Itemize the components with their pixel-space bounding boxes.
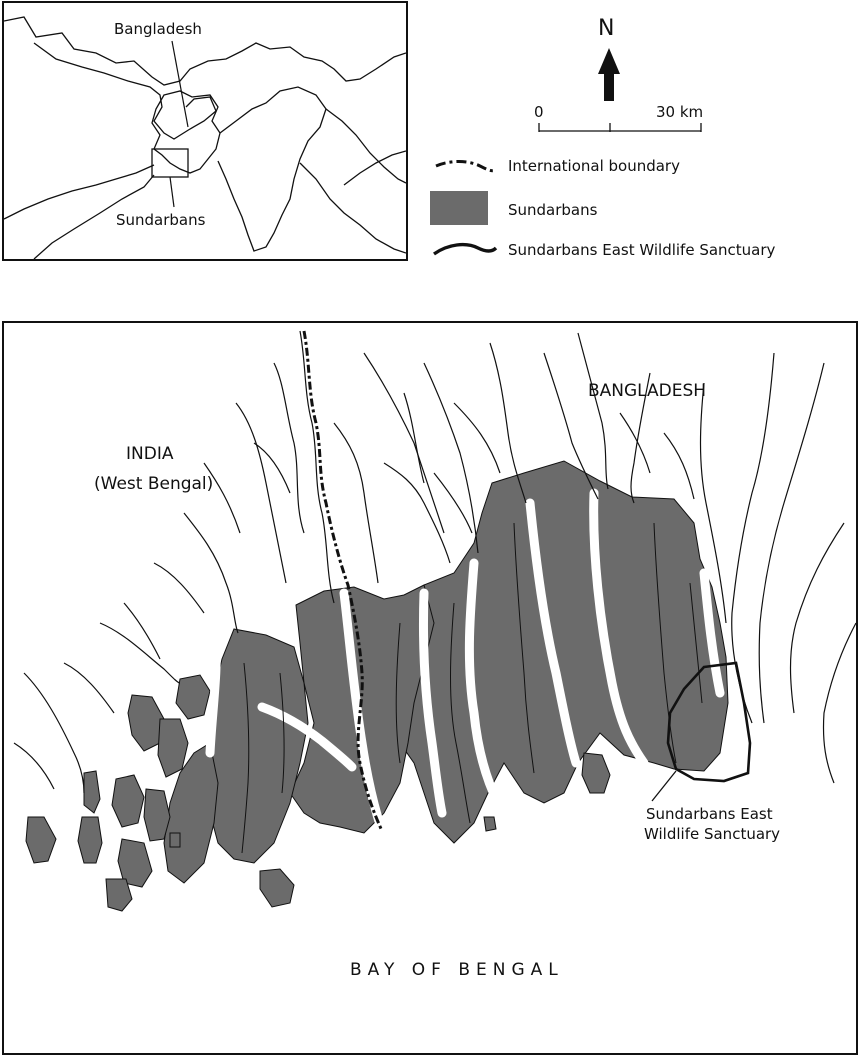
- forest-island-9: [78, 817, 102, 863]
- north-arrow: [598, 16, 620, 101]
- river-channel-7: [210, 633, 216, 753]
- forest-island-11: [260, 869, 294, 907]
- river-8: [424, 363, 478, 553]
- river-16: [791, 523, 845, 713]
- river-23: [64, 663, 114, 713]
- forest-island-4: [112, 775, 144, 827]
- legend-item-boundary: [436, 157, 680, 175]
- legend-sanctuary-symbol: [434, 245, 496, 254]
- river-4: [184, 513, 238, 633]
- legend-sundarbans-label: Sundarbans: [508, 201, 598, 219]
- river-28: [454, 403, 500, 473]
- river-26: [620, 413, 650, 473]
- north-arrow-icon: [598, 48, 620, 101]
- river-29: [404, 393, 424, 483]
- inset-outline-east: [218, 87, 326, 251]
- label-bay-of-bengal: BAY OF BENGAL: [350, 960, 564, 980]
- scale-bar: [534, 103, 703, 132]
- river-27: [664, 433, 694, 499]
- scale-start-label: 0: [534, 103, 544, 121]
- river-20: [254, 443, 290, 493]
- sanctuary-leader: [652, 771, 676, 801]
- label-india: INDIA: [126, 444, 174, 464]
- river-15: [759, 363, 824, 723]
- inset-outline-north: [4, 17, 406, 85]
- forest-block-central: [290, 585, 434, 833]
- legend-item-sundarbans: [430, 191, 598, 225]
- inset-leader-bangladesh: [172, 41, 188, 127]
- sundarbans-forest: [26, 461, 728, 911]
- forest-island-1: [176, 675, 210, 719]
- label-sanctuary-sub: Wildlife Sanctuary: [644, 825, 781, 843]
- inset-leader-sundarbans: [170, 177, 174, 207]
- inset-label-sundarbans: Sundarbans: [116, 211, 206, 229]
- main-map-panel: [2, 321, 858, 1055]
- legend-sundarbans-swatch: [430, 191, 488, 225]
- inset-outline-far-east: [326, 109, 406, 183]
- label-sanctuary: Sundarbans East: [646, 805, 773, 823]
- north-arrow-label: N: [598, 16, 615, 41]
- inset-map: [4, 3, 406, 259]
- forest-island-5: [144, 789, 170, 841]
- label-bangladesh: BANGLADESH: [588, 381, 707, 401]
- river-24: [14, 743, 54, 789]
- label-india-sub: (West Bengal): [94, 474, 214, 494]
- legend-boundary-label: International boundary: [508, 157, 680, 175]
- river-2: [274, 363, 304, 533]
- scale-end-label: 30 km: [656, 103, 704, 121]
- map-key: [420, 0, 860, 270]
- inset-label-bangladesh: Bangladesh: [114, 20, 202, 38]
- forest-island-8: [26, 817, 56, 863]
- forest-island-10: [84, 771, 100, 813]
- inset-outline-se: [300, 163, 406, 253]
- forest-island-12: [582, 753, 610, 793]
- main-map: [4, 323, 856, 1053]
- inset-outline-far-east-2: [344, 151, 406, 185]
- river-30: [334, 423, 378, 583]
- inset-outline-mid: [34, 43, 216, 139]
- river-17: [823, 623, 856, 783]
- river-1: [300, 331, 334, 603]
- legend-sanctuary-label: Sundarbans East Wildlife Sanctuary: [508, 241, 776, 259]
- river-19: [434, 473, 472, 533]
- river-5: [100, 623, 180, 683]
- legend: [430, 157, 776, 259]
- inset-map-panel: [2, 1, 408, 261]
- river-22: [154, 563, 204, 613]
- forest-island-13: [484, 817, 496, 831]
- river-6: [24, 673, 84, 793]
- forest-island-14: [170, 833, 180, 847]
- legend-boundary-symbol: [436, 162, 496, 171]
- legend-item-sanctuary: [434, 241, 776, 259]
- river-3: [236, 403, 286, 583]
- river-18: [384, 463, 450, 563]
